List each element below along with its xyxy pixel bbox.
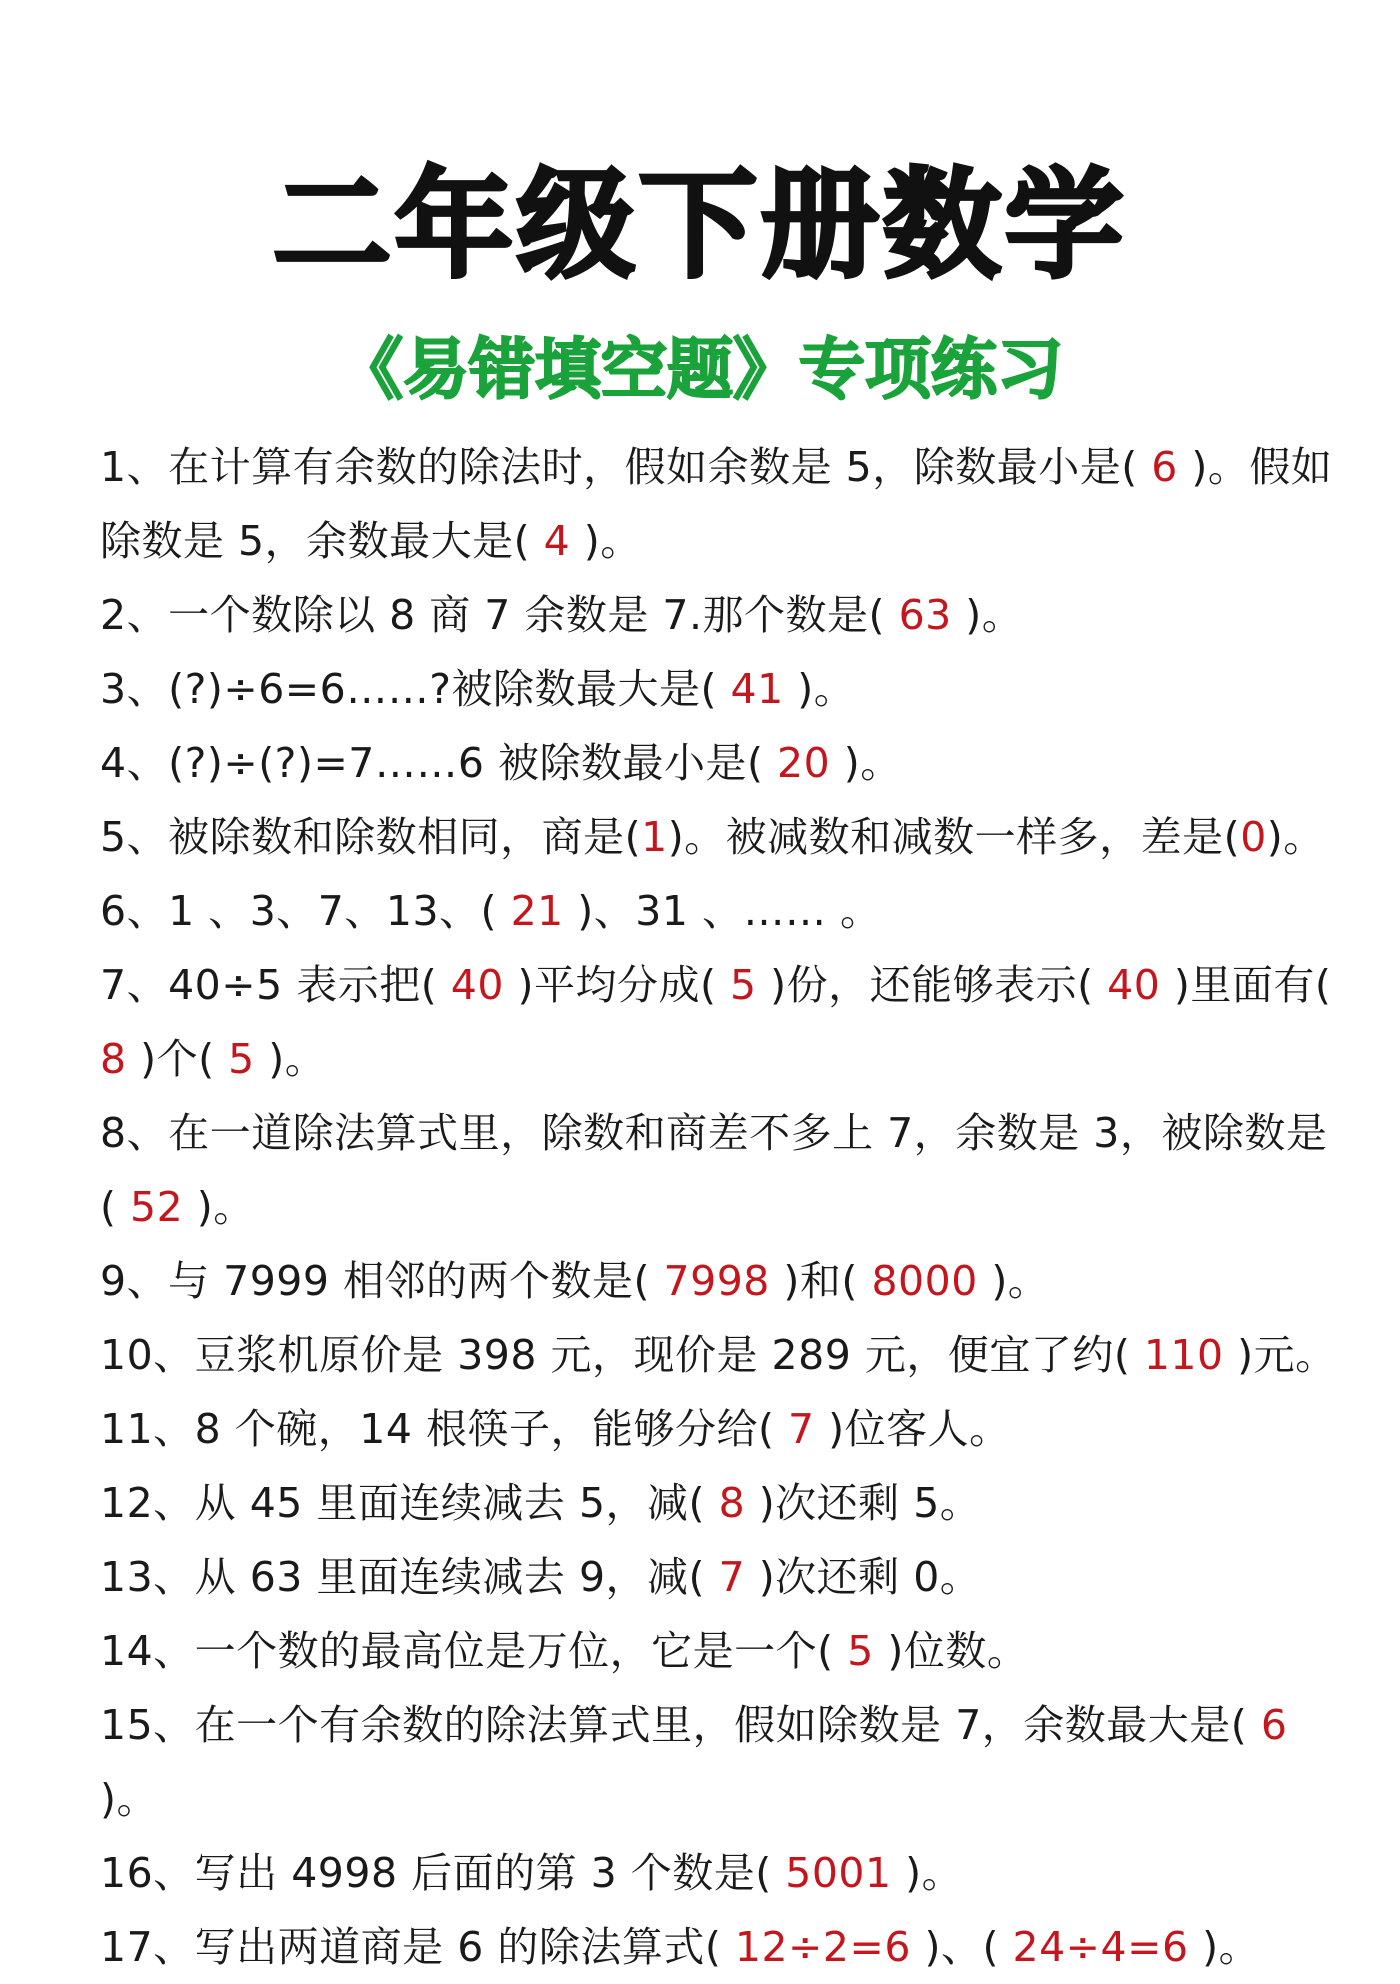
question-text: 14、一个数的最高位是万位，它是一个( <box>100 1627 848 1675</box>
question-5 <box>100 800 1340 874</box>
answer-value: 4 <box>543 517 571 565</box>
question-text: )。假如除数是 5，余数最大是( <box>100 443 1333 565</box>
answer-value: 8 <box>718 1479 746 1527</box>
question-text: 9、与 7999 相邻的两个数是( <box>100 1257 664 1305</box>
answer-value: 12÷2=6 <box>734 1923 911 1971</box>
question-text: )位客人。 <box>814 1405 1011 1453</box>
question-text: )。 <box>1188 1923 1261 1971</box>
question-text: )、( <box>910 1923 1013 1971</box>
question-9 <box>100 1244 1340 1318</box>
question-text: )。 <box>783 665 856 713</box>
question-list <box>100 430 1340 1984</box>
question-text: )。 <box>1266 813 1325 861</box>
question-text: 1、在计算有余数的除法时，假如余数是 5，除数最小是( <box>100 443 1152 491</box>
question-text: 5、被除数和除数相同，商是( <box>100 813 642 861</box>
answer-value: 5001 <box>785 1849 892 1897</box>
question-text: )次还剩 5。 <box>745 1479 982 1527</box>
question-text: )、31 、…… 。 <box>563 887 882 935</box>
answer-value: 8 <box>100 1035 127 1083</box>
answer-value: 6 <box>1260 1701 1288 1749</box>
question-13 <box>100 1540 1340 1614</box>
page-title: 二年级下册数学 <box>272 156 1127 294</box>
question-text: 7、40÷5 表示把( <box>100 961 451 1009</box>
question-12 <box>100 1466 1340 1540</box>
question-16 <box>100 1836 1340 1910</box>
answer-value: 21 <box>510 887 564 935</box>
question-10 <box>100 1318 1340 1392</box>
question-text: 17、写出两道商是 6 的除法算式( <box>100 1923 735 1971</box>
question-text: )和( <box>769 1257 872 1305</box>
question-text: )。 <box>951 591 1024 639</box>
question-15 <box>100 1688 1340 1836</box>
question-6 <box>100 874 1340 948</box>
answer-value: 8000 <box>871 1257 978 1305</box>
question-text: 6、1 、3、7、13、( <box>100 887 511 935</box>
question-text: )里面有( <box>1160 961 1332 1009</box>
question-text: 16、写出 4998 后面的第 3 个数是( <box>100 1849 786 1897</box>
answer-value: 7 <box>788 1405 815 1453</box>
answer-value: 7998 <box>663 1257 770 1305</box>
question-2 <box>100 578 1340 652</box>
answer-value: 20 <box>777 739 831 787</box>
question-text: 4、(?)÷(?)=7……6 被除数最小是( <box>100 739 778 787</box>
answer-value: 6 <box>1151 443 1178 491</box>
question-text: 15、在一个有余数的除法算式里，假如除数是 7，余数最大是( <box>100 1701 1261 1749</box>
question-text: )个( <box>126 1035 229 1083</box>
question-text: )平均分成( <box>503 961 730 1009</box>
answer-value: 0 <box>1240 813 1267 861</box>
answer-value: 52 <box>130 1183 184 1231</box>
question-text: 8、在一道除法算式里，除数和商差不多上 7，余数是 3，被除数是( <box>100 1109 1328 1231</box>
question-text: 2、一个数除以 8 商 7 余数是 7.那个数是( <box>100 591 899 639</box>
answer-value: 5 <box>228 1035 255 1083</box>
page-subtitle: 《易错填空题》专项练习 <box>337 331 1063 408</box>
question-text: )元。 <box>1223 1331 1337 1379</box>
question-text: )份，还能够表示( <box>756 961 1108 1009</box>
question-text: )。 <box>183 1183 255 1231</box>
question-4 <box>100 726 1340 800</box>
question-text: )。 <box>570 517 642 565</box>
answer-value: 110 <box>1143 1331 1224 1379</box>
question-text: 3、(?)÷6=6……?被除数最大是( <box>100 665 731 713</box>
question-text: )位数。 <box>873 1627 1029 1675</box>
question-3 <box>100 652 1340 726</box>
question-8 <box>100 1096 1340 1244</box>
question-text: 10、豆浆机原价是 398 元，现价是 289 元，便宜了约( <box>100 1331 1144 1379</box>
question-text: )次还剩 0。 <box>745 1553 982 1601</box>
answer-value: 24÷4=6 <box>1012 1923 1189 1971</box>
question-7 <box>100 948 1340 1096</box>
answer-value: 5 <box>847 1627 874 1675</box>
answer-value: 41 <box>730 665 784 713</box>
answer-value: 40 <box>1107 961 1161 1009</box>
question-17 <box>100 1910 1340 1984</box>
question-text: 12、从 45 里面连续减去 5，减( <box>100 1479 719 1527</box>
question-text: )。 <box>254 1035 327 1083</box>
question-text: )。被减数和减数一样多，差是( <box>667 813 1241 861</box>
answer-value: 7 <box>718 1553 746 1601</box>
question-text: 13、从 63 里面连续减去 9，减( <box>100 1553 719 1601</box>
question-text: )。 <box>830 739 902 787</box>
answer-value: 40 <box>450 961 504 1009</box>
question-11 <box>100 1392 1340 1466</box>
question-text: )。 <box>891 1849 964 1897</box>
question-text: )。 <box>100 1775 158 1823</box>
answer-value: 5 <box>730 961 757 1009</box>
question-14 <box>100 1614 1340 1688</box>
answer-value: 1 <box>641 813 668 861</box>
question-text: 11、8 个碗，14 根筷子，能够分给( <box>100 1405 789 1453</box>
answer-value: 63 <box>898 591 952 639</box>
question-1 <box>100 430 1340 578</box>
question-text: )。 <box>977 1257 1050 1305</box>
